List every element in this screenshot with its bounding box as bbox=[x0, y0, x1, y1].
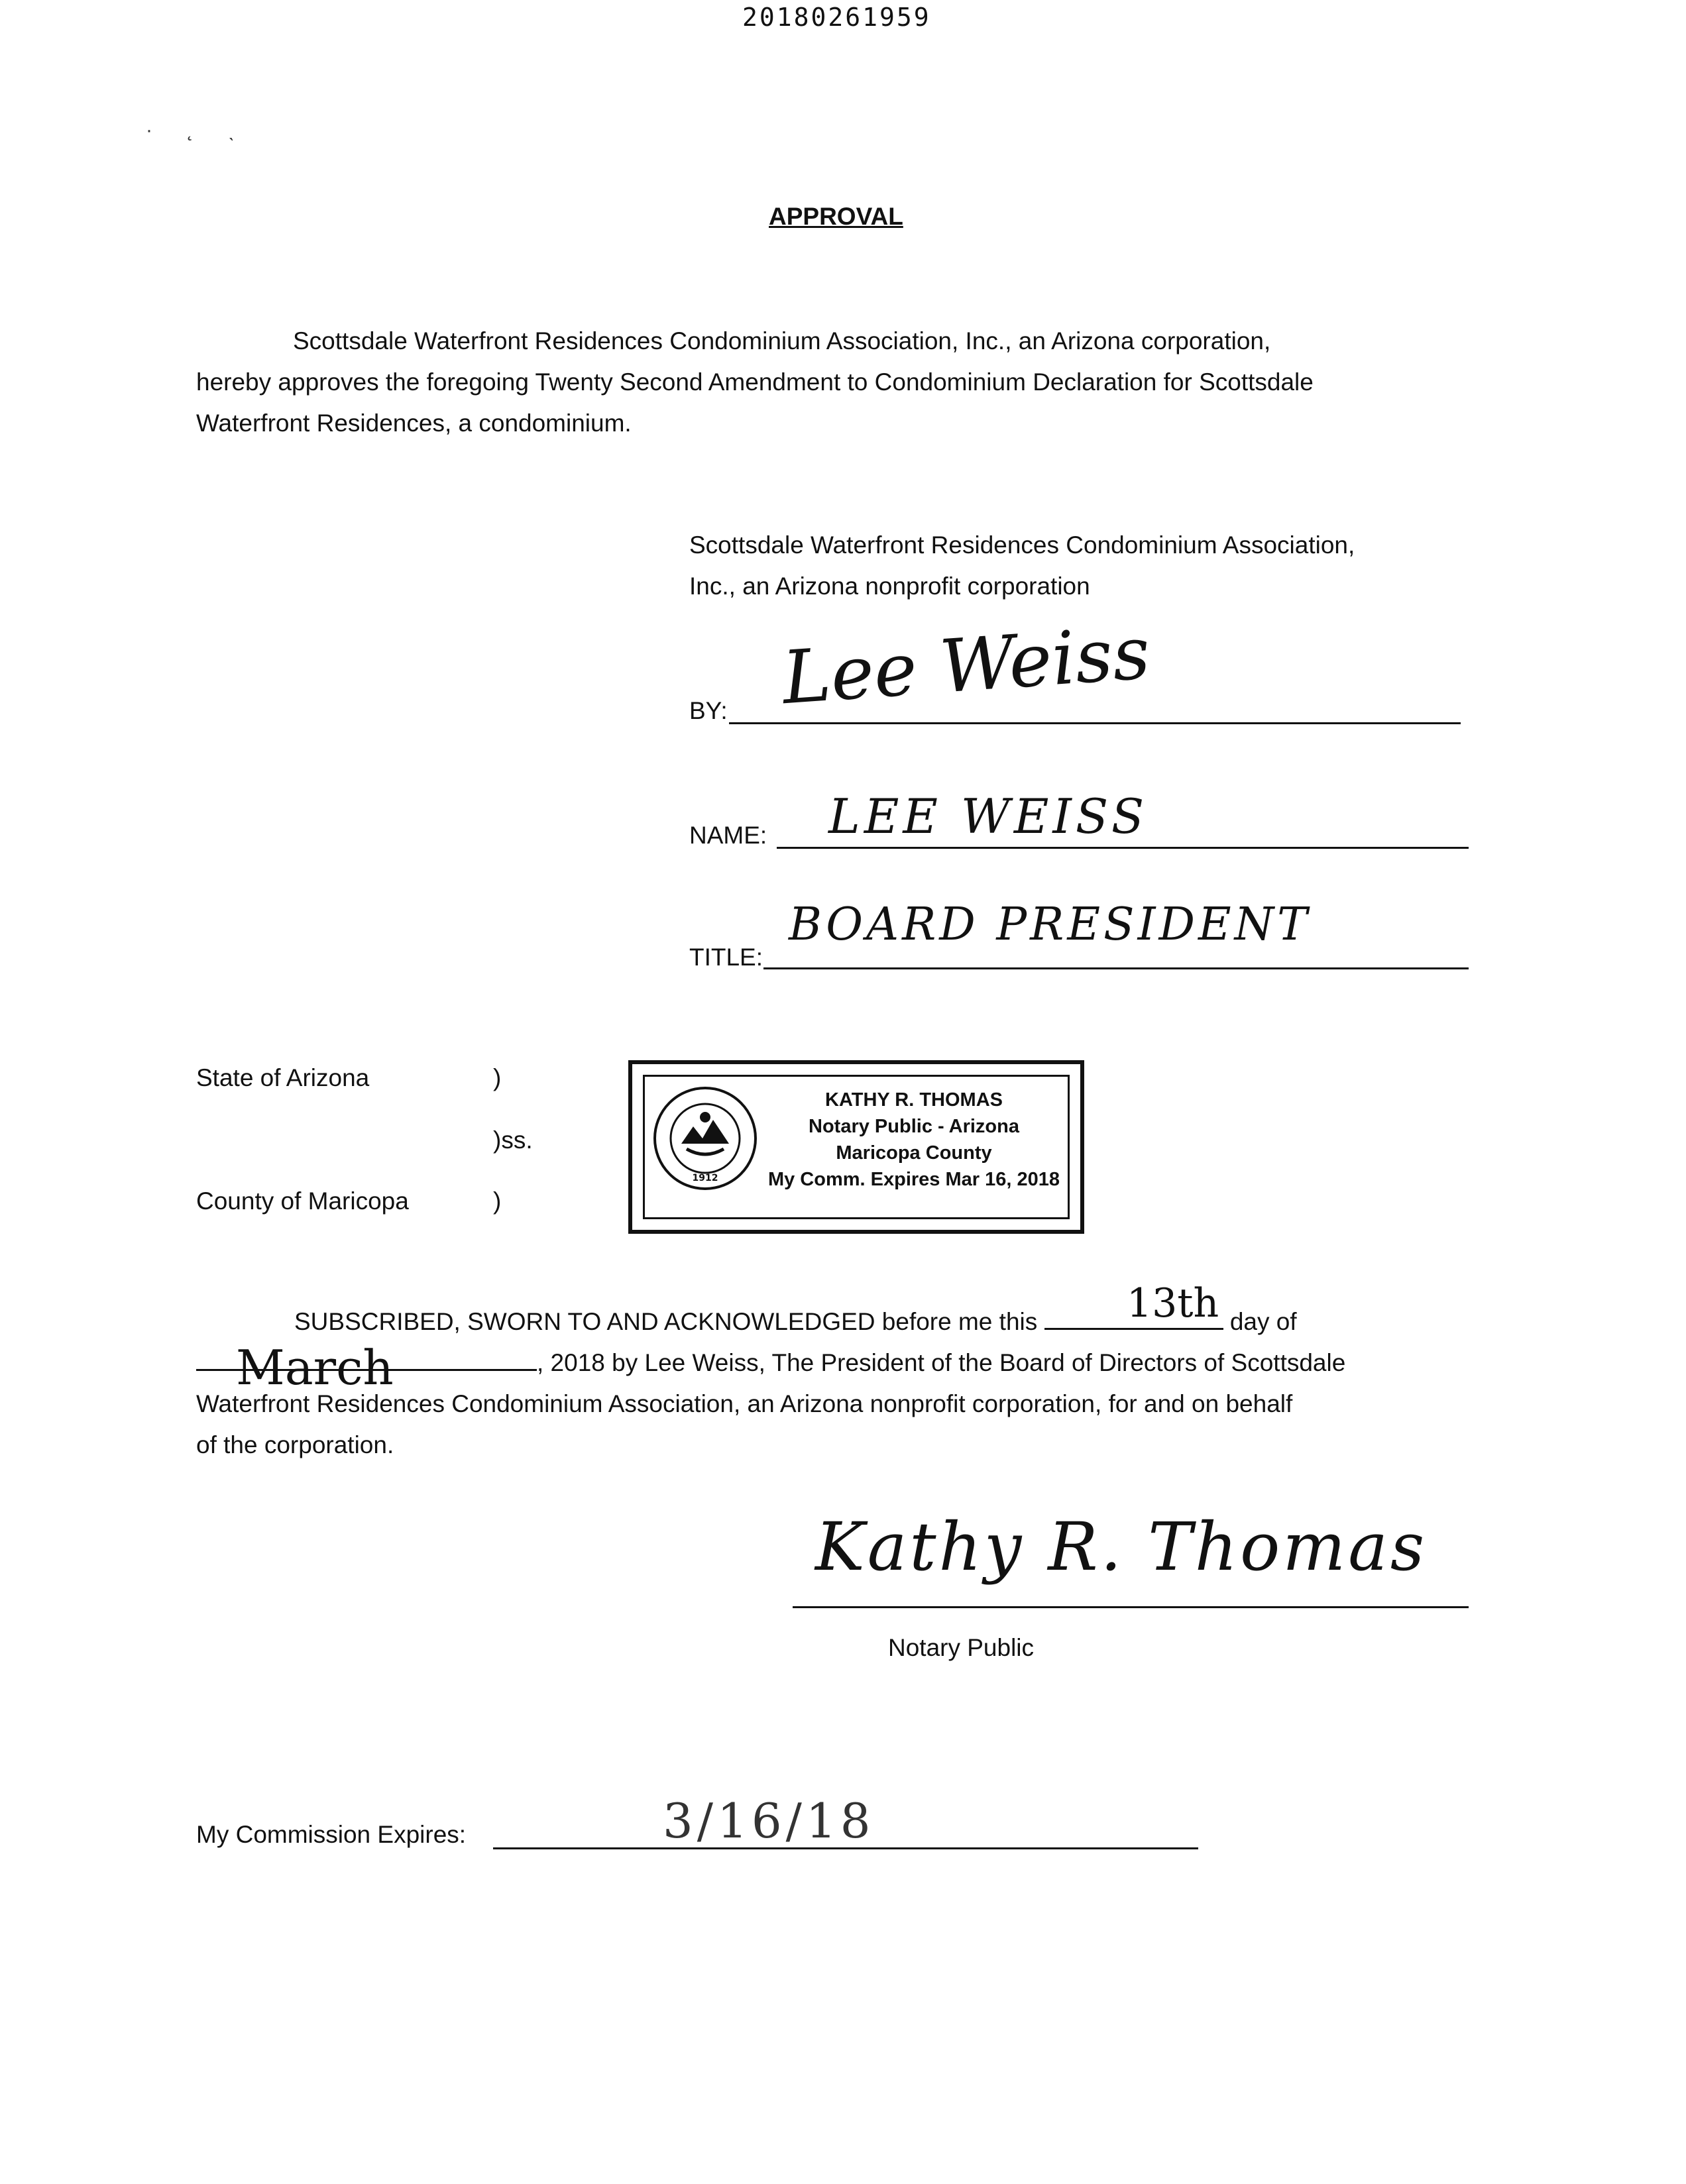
venue-ss: )ss. bbox=[493, 1126, 533, 1154]
notary-stamp bbox=[628, 1060, 1084, 1234]
title-label: TITLE: bbox=[689, 944, 763, 971]
by-signature: Lee Weiss bbox=[779, 610, 1153, 721]
notary-signature: Kathy R. Thomas bbox=[815, 1508, 1428, 1586]
seal-year: 1912 bbox=[692, 1173, 718, 1183]
stamp-county: Maricopa County bbox=[836, 1142, 992, 1164]
venue-paren: ) bbox=[493, 1064, 502, 1091]
title-line bbox=[763, 967, 1469, 969]
notary-public-label: Notary Public bbox=[888, 1634, 1035, 1661]
ack-line-2-text: , 2018 by Lee Weiss, The President of the Board of Directors of Scottsdale bbox=[537, 1349, 1346, 1376]
approval-paragraph bbox=[196, 321, 1495, 444]
venue-county: County of Maricopa bbox=[196, 1187, 409, 1215]
stamp-text bbox=[758, 1087, 1070, 1193]
paragraph-text: Scottsdale Waterfront Residences Condominium Association, Inc., an Arizona corporation, bbox=[293, 327, 1271, 355]
document-number: 20180261959 bbox=[742, 3, 931, 32]
name-line bbox=[777, 847, 1469, 849]
commission-label: My Commission Expires: bbox=[196, 1821, 467, 1848]
notary-signature-line bbox=[793, 1606, 1469, 1608]
state-seal-icon bbox=[652, 1085, 758, 1191]
name-label: NAME: bbox=[689, 822, 767, 849]
stamp-expiration: My Comm. Expires Mar 16, 2018 bbox=[767, 1169, 1060, 1190]
ack-intro: SUBSCRIBED, SWORN TO AND ACKNOWLEDGED before me this bbox=[294, 1308, 1038, 1335]
day-handwritten: 13th bbox=[1127, 1280, 1219, 1327]
ack-day-suffix: day of bbox=[1229, 1308, 1297, 1335]
paragraph-line bbox=[196, 321, 1495, 362]
stamp-notary-name: KATHY R. THOMAS bbox=[825, 1089, 1003, 1111]
venue-state: State of Arizona bbox=[196, 1064, 370, 1091]
document-title: APPROVAL bbox=[769, 203, 903, 230]
name-handwritten: LEE WEISS bbox=[828, 789, 1149, 844]
paragraph-line: hereby approves the foregoing Twenty Second Amendment to Condominium Declaration for Scottsdale bbox=[196, 368, 1314, 396]
by-signature-line bbox=[729, 722, 1461, 724]
entity-line: Inc., an Arizona nonprofit corporation bbox=[689, 573, 1090, 600]
entity-name-block bbox=[689, 525, 1485, 607]
ack-line-3: Waterfront Residences Condominium Association, an Arizona nonprofit corporation, for and on behalf bbox=[196, 1390, 1293, 1417]
month-handwritten: March bbox=[236, 1340, 394, 1395]
commission-handwritten: 3/16/18 bbox=[663, 1793, 875, 1849]
entity-line: Scottsdale Waterfront Residences Condominium Association, bbox=[689, 531, 1355, 559]
paragraph-line: Waterfront Residences, a condominium. bbox=[196, 410, 632, 437]
venue-paren: ) bbox=[493, 1187, 502, 1215]
ack-line-4: of the corporation. bbox=[196, 1431, 394, 1458]
by-label: BY: bbox=[689, 697, 728, 724]
stamp-notary-role: Notary Public - Arizona bbox=[809, 1116, 1019, 1137]
scan-specks: · ˛ ˎ bbox=[146, 119, 250, 141]
title-handwritten: BOARD PRESIDENT bbox=[789, 899, 1311, 951]
ack-line-1 bbox=[196, 1301, 1495, 1342]
